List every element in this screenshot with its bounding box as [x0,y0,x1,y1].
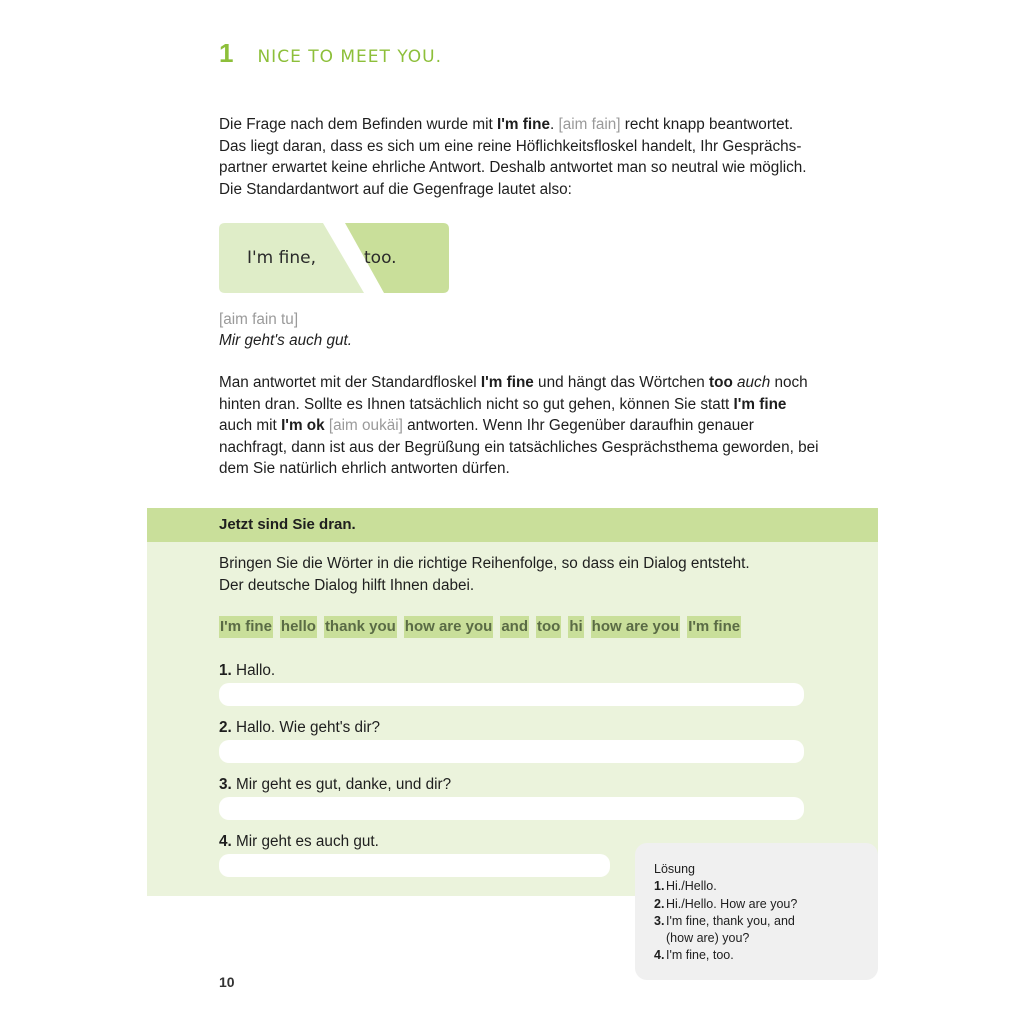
bold-phrase: I'm ok [281,417,325,434]
word-chip[interactable]: thank you [324,616,397,638]
bubble-text-too: too. [364,248,397,268]
solution-text: I'm fine, thank you, and [666,913,795,928]
solution-number: 4. [654,948,665,963]
exercise-instructions [219,553,819,596]
solution-text: I'm fine, too. [666,948,734,963]
word-chip[interactable]: I'm fine [219,616,273,638]
task-number: 3. [219,776,232,793]
text-run: und hängt das Wörtchen [533,374,709,391]
task-2-prompt [219,719,380,737]
task-text: Hallo. [236,662,276,679]
translation: Mir geht's auch gut. [219,332,353,349]
task-4-answer-field[interactable] [219,854,610,877]
phonetic-transcription: [aim fain] [558,116,621,133]
exercise-panel [147,508,878,896]
solution-item [654,896,868,913]
text-run: auch mit [219,417,282,434]
intro-paragraph [219,114,819,200]
word-chip[interactable]: and [500,616,529,638]
task-text: Mir geht es auch gut. [236,833,379,850]
word-chip[interactable]: how are you [591,616,681,638]
solution-text: Hi./Hello. [666,879,717,894]
chapter-title: NICE TO MEET YOU. [257,47,443,67]
solution-number: 1. [654,879,665,894]
word-chip[interactable]: how are you [404,616,494,638]
text-run: recht knapp beantwortet. Das liegt daran, dass es sich um eine reine Höflichkeitsfloskel handelt, Ihr Gesprächspartner erwartet keine ehrliche Antwort. Deshalb antwortet man so neutral wie möglich. Die Standardantwort auf die Gegenfrage lautet also: [219,116,807,198]
task-text: Hallo. Wie geht's dir? [236,719,381,736]
solution-item [654,947,868,964]
task-1-prompt [219,662,275,680]
task-3-prompt [219,776,451,794]
bold-phrase: I'm fine [497,116,550,133]
phonetic-transcription: [aim fain tu] [219,311,299,328]
phonetic-transcription: [aim oukäi] [328,417,403,434]
instruction-line: Der deutsche Dialog hilft Ihnen dabei. [219,576,475,594]
page-number: 10 [219,974,235,990]
task-2-answer-field[interactable] [219,740,804,763]
text-run: Man antwortet mit der Standardfloskel [219,374,481,391]
solution-box [635,843,878,980]
solution-number: 3. [654,913,665,928]
solution-text: Hi./Hello. How are you? [666,896,798,911]
solution-number: 2. [654,896,665,911]
text-run: . [549,116,559,133]
solution-item [654,913,868,930]
word-bank [219,616,741,638]
exercise-header: Jetzt sind Sie dran. [147,508,878,542]
task-number: 1. [219,662,232,679]
bold-phrase: I'm fine [733,395,787,413]
solution-item [654,878,868,895]
speech-bubble [219,223,451,293]
task-text: Mir geht es gut, danke, und dir? [236,776,452,793]
chapter-number: 1 [219,38,234,68]
word-chip[interactable]: too [536,616,561,638]
text-run: noch hinten dran. Sollte es Ihnen tatsächlich nicht so gut gehen, können Sie statt [219,374,808,413]
instruction-line: Bringen Sie die Wörter in die richtige Reihenfolge, so dass ein Dialog entsteht. [219,555,750,572]
solution-continuation: (how are) you? [666,931,750,946]
word-chip[interactable]: I'm fine [687,616,741,638]
task-number: 2. [219,719,232,736]
bubble-text-fine: I'm fine, [247,248,316,268]
explanation-paragraph [219,372,819,480]
italic-translation: auch [737,374,771,391]
task-number: 4. [219,833,232,850]
word-chip[interactable]: hello [280,616,317,638]
text-run: Die Frage nach dem Befinden wurde mit [219,116,498,133]
task-4-prompt [219,833,379,851]
bold-phrase: too [709,374,733,391]
pronunciation-block [219,309,352,351]
chapter-heading [219,38,442,68]
task-1-answer-field[interactable] [219,683,804,706]
bold-phrase: I'm fine [480,374,534,391]
text-run: antworten. Wenn Ihr Gegenüber daraufhin genauer nachfragt, dann ist aus der Begrüßung ein tatsächliches Gesprächsthema geworden, bei dem Sie natürlich ehrlich antworten dürfen. [219,417,819,477]
solution-title: Lösung [654,862,696,876]
task-3-answer-field[interactable] [219,797,804,820]
word-chip[interactable]: hi [568,616,583,638]
